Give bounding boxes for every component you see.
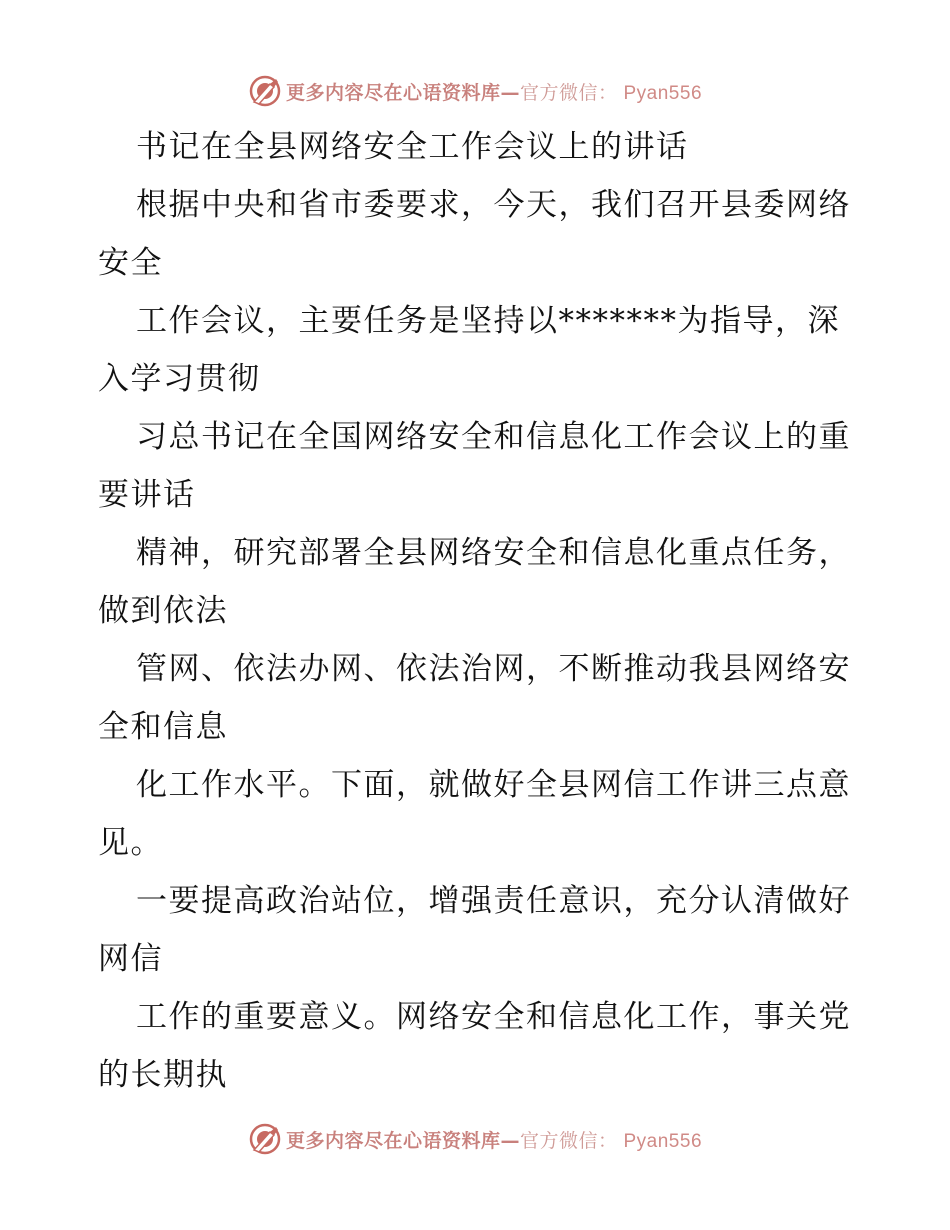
paragraph: 工作的重要意义。网络安全和信息化工作，事关党的长期执 [98,999,851,1093]
paragraph: 习总书记在全国网络安全和信息化工作会议上的重要讲话 [98,419,851,513]
paragraph: 根据中央和省市委要求，今天，我们召开县委网络安全 [98,187,851,281]
document-body [98,118,858,1104]
paragraph: 精神，研究部署全县网络安全和信息化重点任务，做到依法 [98,535,851,629]
paragraph: 管网、依法办网、依法治网，不断推动我县网络安全和信息 [98,651,851,745]
watermark-footer [0,1119,950,1159]
watermark-official-wechat-label: 官方微信： [519,1129,618,1152]
watermark-official-wechat-label: 官方微信： [519,81,618,104]
watermark-wechat-id: Pyan556 [623,1130,703,1152]
pen-seal-logo-icon [248,1122,282,1156]
paragraph: 化工作水平。下面，就做好全县网信工作讲三点意见。 [98,767,851,861]
document-title: 书记在全县网络安全工作会议上的讲话 [136,129,689,165]
paragraph: 工作会议，主要任务是坚持以*******为指导，深入学习贯彻 [98,303,840,397]
watermark-brand-text: 更多内容尽在心语资料库 [285,1129,501,1152]
watermark-brand-text: 更多内容尽在心语资料库 [285,81,501,104]
pen-seal-logo-icon [248,74,282,108]
watermark-header [0,71,950,111]
paragraph: 一要提高政治站位，增强责任意识，充分认清做好 网信 [98,883,851,977]
watermark-dash: — [500,1129,520,1152]
watermark-dash: — [500,81,520,104]
watermark-wechat-id: Pyan556 [623,82,703,104]
